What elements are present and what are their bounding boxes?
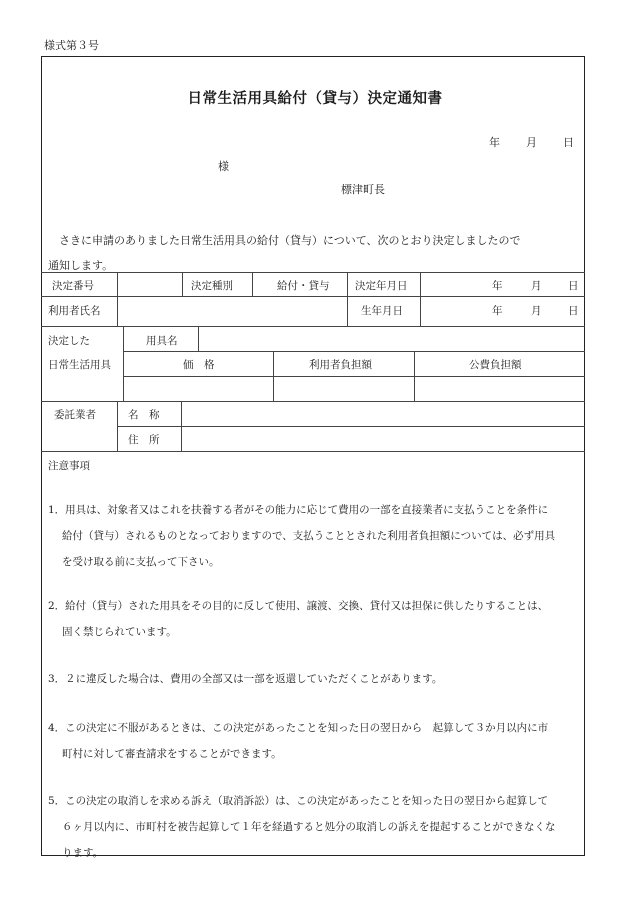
- note-line: 給付（貸与）されるものとなっておりますので、支払うこととされた利用者負担額については、必ず用具: [62, 530, 556, 542]
- decision-number-label: 決定番号: [52, 280, 94, 292]
- note-line: ります。: [62, 847, 104, 859]
- public-burden-label: 公費負担額: [469, 359, 522, 371]
- decision-type-label: 決定種別: [191, 280, 233, 292]
- birth-date-month: 月: [531, 305, 542, 317]
- user-burden-label: 利用者負担額: [309, 359, 372, 371]
- table-border: [41, 451, 585, 452]
- note-line: 4．この決定に不服があるときは、この決定があったことを知った日の翌日から 起算して３か月以内に市: [48, 722, 549, 734]
- decision-date-month: 月: [531, 280, 542, 292]
- price-label: 価 格: [183, 359, 215, 371]
- table-border: [252, 272, 253, 296]
- intro-line-1: さきに申請のありました日常生活用具の給付（貸与）について、次のとおり決定しましたので: [59, 234, 521, 247]
- note-line: 固く禁じられています。: [62, 626, 177, 638]
- table-border: [41, 296, 585, 297]
- birth-date-year: 年: [492, 305, 503, 317]
- note-line: ６ヶ月以内に、市町村を被告起算して１年を経過すると処分の取消しの訴えを提起することができなくな: [62, 821, 556, 833]
- birth-date-label: 生年月日: [361, 305, 403, 317]
- intro-line-2: 通知します。: [48, 259, 114, 272]
- notes-heading: 注意事項: [48, 460, 90, 472]
- note-line: 3．２に違反した場合は、費用の全部又は一部を返還していただくことがあります。: [48, 673, 443, 685]
- table-border: [117, 426, 585, 427]
- table-border: [420, 272, 421, 326]
- decision-type-options: 給付・貸与: [277, 280, 330, 292]
- date-day-label: 日: [563, 136, 574, 149]
- date-month-label: 月: [526, 136, 537, 149]
- table-border: [182, 272, 183, 296]
- note-line: 5．この決定の取消しを求める訴え（取消訴訟）は、この決定があったことを知った日の翌日から起算して: [48, 795, 549, 807]
- table-border: [123, 351, 585, 352]
- note-item: [48, 666, 582, 692]
- decision-date-year: 年: [492, 280, 503, 292]
- contractor-address-label: 住 所: [128, 434, 160, 446]
- note-item: [48, 788, 582, 866]
- table-border: [273, 351, 274, 401]
- contractor-name-label: 名 称: [128, 409, 160, 421]
- user-name-label: 利用者氏名: [48, 305, 101, 317]
- note-line: 1．用具は、対象者又はこれを扶養する者がその能力に応じて費用の一部を直接業者に支払うことを条件に: [48, 504, 549, 516]
- intro-text: [48, 228, 580, 278]
- table-border: [198, 326, 199, 351]
- device-label-line-1: 決定した: [48, 335, 90, 347]
- issuer: 標津町長: [341, 183, 385, 196]
- device-label-line-2: 日常生活用具: [48, 359, 111, 371]
- note-line: を受け取る前に支払って下さい。: [62, 556, 220, 568]
- table-border: [347, 272, 348, 326]
- table-border: [41, 272, 585, 273]
- table-border: [123, 326, 124, 401]
- table-border: [117, 272, 118, 326]
- table-border: [117, 401, 118, 451]
- note-item: [48, 715, 582, 767]
- note-item: [48, 497, 582, 575]
- note-line: 2．給付（貸与）された用具をその目的に反して使用、譲渡、交換、貸付又は担保に供したりすることは、: [48, 600, 549, 612]
- decision-date-day: 日: [568, 280, 579, 292]
- page-title: 日常生活用具給付（貸与）決定通知書: [187, 90, 443, 107]
- decision-date-label: 決定年月日: [355, 280, 408, 292]
- table-border: [41, 401, 585, 402]
- recipient-suffix: 様: [218, 160, 229, 173]
- contractor-label: 委託業者: [54, 409, 96, 421]
- note-item: [48, 593, 582, 645]
- note-line: 町村に対して審査請求をすることができます。: [62, 748, 282, 760]
- form-number: 様式第３号: [44, 39, 99, 52]
- table-border: [181, 401, 182, 451]
- table-border: [414, 351, 415, 401]
- table-border: [123, 376, 585, 377]
- birth-date-day: 日: [568, 305, 579, 317]
- device-name-label: 用具名: [146, 335, 178, 347]
- date-year-label: 年: [489, 136, 500, 149]
